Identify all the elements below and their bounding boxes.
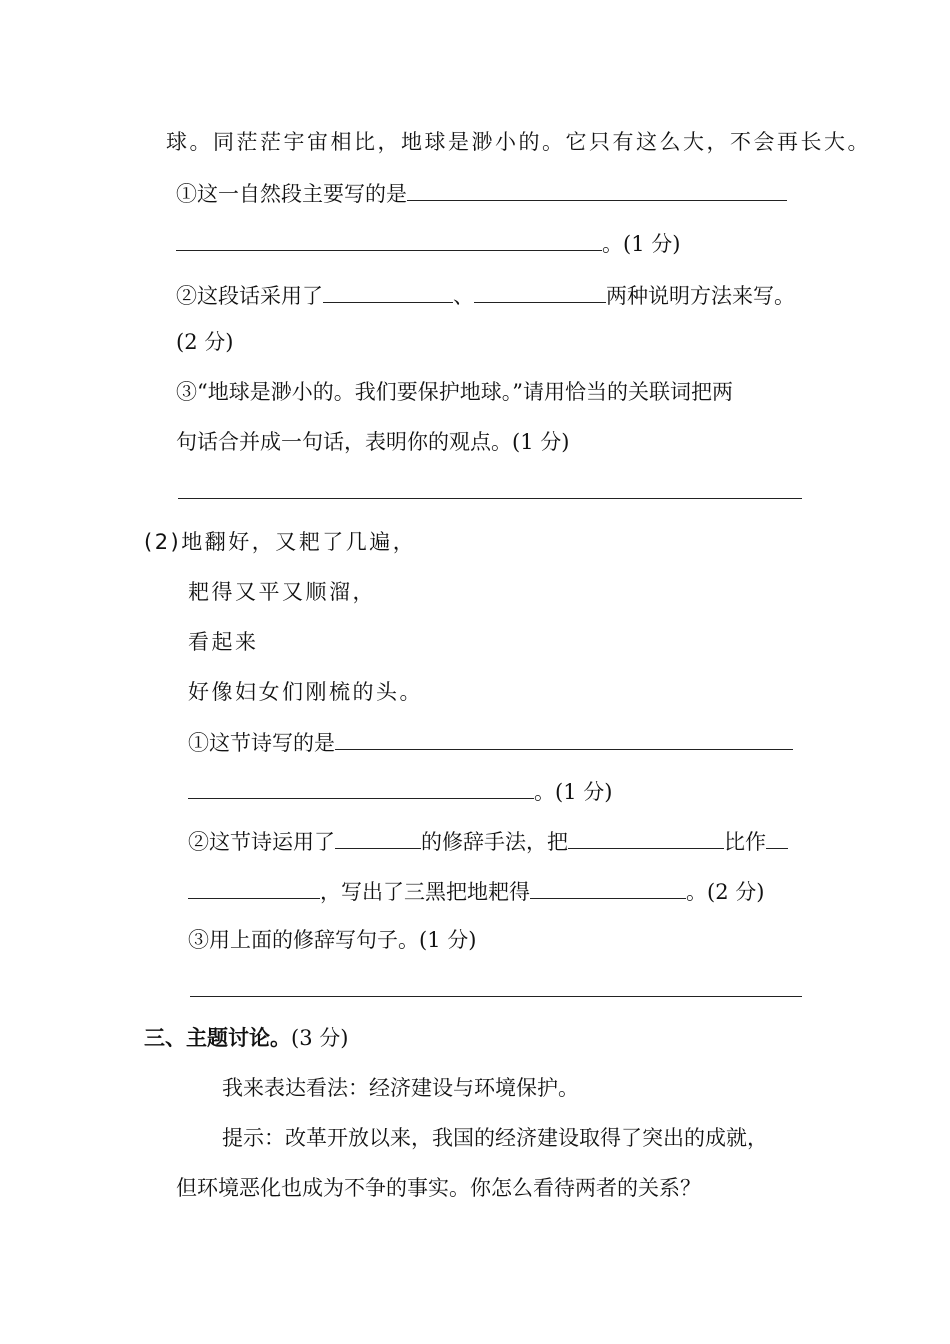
section3-para1: 我来表达看法：经济建设与环境保护。: [222, 1076, 579, 1100]
q2-item2-blank-a[interactable]: [335, 826, 421, 849]
q2-item2-blank-d[interactable]: [188, 876, 320, 899]
q2-item1-prefix: ①这节诗写的是: [188, 731, 335, 755]
q1-item2-sep: 、: [453, 284, 474, 308]
q2-item2-prefix: ②这节诗运用了: [188, 830, 335, 854]
section3-title: 三、主题讨论。: [144, 1025, 291, 1050]
q2-item2-line2-end: 。(2 分): [686, 880, 765, 904]
q1-item1-prefix: ①这一自然段主要写的是: [176, 182, 407, 206]
q2-item1-blank-b[interactable]: [188, 776, 534, 799]
q2-item2-mid1: 的修辞手法，把: [421, 830, 568, 854]
q1-item2-blank-b[interactable]: [474, 280, 606, 303]
q2-item3: ③用上面的修辞写句子。(1 分): [188, 928, 477, 952]
q2-item1: [188, 727, 793, 757]
q2-item1-end: 。(1 分): [534, 780, 613, 804]
poem-line-1: (2)地翻好，又耙了几遍，: [144, 530, 417, 554]
q2-item2-blank-b[interactable]: [568, 826, 724, 849]
q1-item2-score: (2 分): [176, 330, 234, 354]
section3-score: (3 分): [291, 1026, 349, 1050]
q2-item2-blank-c[interactable]: [766, 826, 788, 849]
q2-answer-line[interactable]: [190, 996, 802, 997]
section3-para2-line2: 但环境恶化也成为不争的事实。你怎么看待两者的关系？: [176, 1176, 701, 1200]
passage-last-line: 球。同茫茫宇宙相比，地球是渺小的。它只有这么大，不会再长大。: [166, 130, 871, 154]
q2-item2-mid2: 比作: [724, 830, 766, 854]
q1-item1-blank-b[interactable]: [176, 228, 602, 251]
q1-item1-end: 。(1 分): [602, 232, 681, 256]
q2-item1-blank-a[interactable]: [335, 727, 793, 750]
poem-line-3: 看起来: [188, 630, 259, 654]
q1-item3-line1: ③“地球是渺小的。我们要保护地球。”请用恰当的关联词把两: [176, 380, 733, 404]
q2-item2-cont: [188, 876, 764, 906]
q2-item2: [188, 826, 788, 856]
section3-heading: [144, 1024, 348, 1052]
q2-item2-line2-mid: ，写出了三黑把地耙得: [320, 880, 530, 904]
q1-item1-blank-a[interactable]: [407, 178, 787, 201]
q2-item2-blank-e[interactable]: [530, 876, 686, 899]
q1-answer-line[interactable]: [178, 498, 802, 499]
poem-line-4: 好像妇女们刚梳的头。: [188, 680, 423, 704]
poem-line-2: 耙得又平又顺溜，: [188, 580, 376, 604]
q1-item1-cont: [176, 228, 680, 258]
q1-item2-blank-a[interactable]: [323, 280, 453, 303]
section3-para2-line1: 提示：改革开放以来，我国的经济建设取得了突出的成就，: [222, 1126, 768, 1150]
q1-item3-line2: 句话合并成一句话，表明你的观点。(1 分): [176, 430, 570, 454]
q2-item1-cont: [188, 776, 612, 806]
q1-item2-prefix: ②这段话采用了: [176, 284, 323, 308]
q1-item2: [176, 280, 795, 310]
q1-item2-suffix: 两种说明方法来写。: [606, 284, 795, 308]
q1-item1: [176, 178, 787, 208]
